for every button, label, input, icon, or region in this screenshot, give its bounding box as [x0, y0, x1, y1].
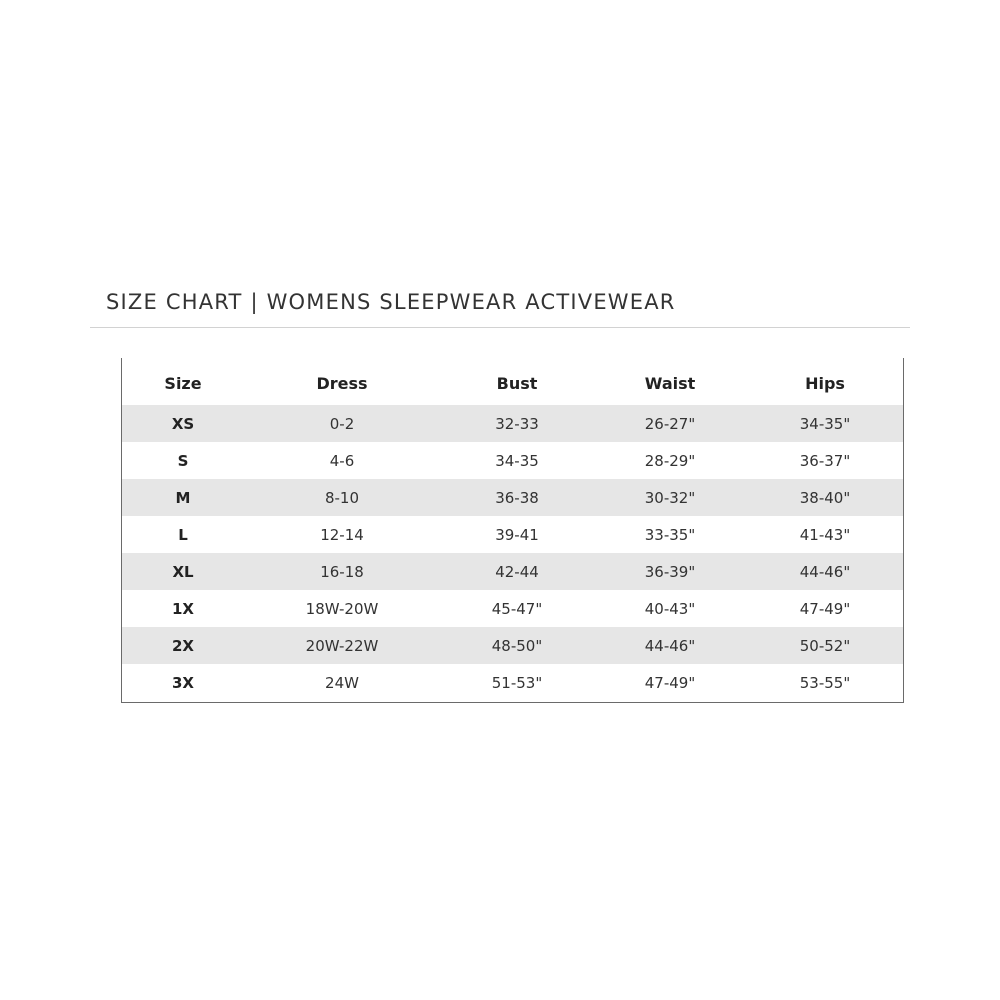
header-bust: Bust	[496, 374, 538, 393]
bust-cell: 51-53"	[491, 673, 543, 692]
page-title: SIZE CHART | WOMENS SLEEPWEAR ACTIVEWEAR	[106, 290, 676, 314]
table-row	[122, 553, 903, 590]
hips-cell: 44-46"	[799, 562, 851, 581]
bust-cell: 32-33	[495, 414, 539, 433]
hips-cell: 53-55"	[799, 673, 851, 692]
dress-cell: 18W-20W	[305, 599, 379, 618]
bust-cell: 36-38	[495, 488, 539, 507]
bust-cell: 45-47"	[491, 599, 543, 618]
size-chart-table	[121, 358, 904, 703]
table-row	[122, 590, 903, 627]
dress-cell: 20W-22W	[305, 636, 379, 655]
dress-cell: 0-2	[329, 414, 355, 433]
waist-cell: 26-27"	[644, 414, 696, 433]
dress-cell: 12-14	[320, 525, 364, 544]
size-cell: 1X	[171, 599, 195, 618]
hips-cell: 36-37"	[799, 451, 851, 470]
hips-cell: 50-52"	[799, 636, 851, 655]
size-cell: XS	[171, 414, 195, 433]
waist-cell: 47-49"	[644, 673, 696, 692]
size-cell: 2X	[171, 636, 195, 655]
title-divider	[90, 327, 910, 328]
size-cell: 3X	[171, 673, 195, 692]
table-row	[122, 442, 903, 479]
size-cell: S	[177, 451, 189, 470]
dress-cell: 24W	[325, 673, 359, 692]
hips-cell: 34-35"	[799, 414, 851, 433]
table-row	[122, 627, 903, 664]
waist-cell: 40-43"	[644, 599, 696, 618]
header-dress: Dress	[316, 374, 368, 393]
header-hips: Hips	[805, 374, 845, 393]
table-row	[122, 405, 903, 442]
table-header-row	[122, 363, 903, 404]
dress-cell: 4-6	[329, 451, 355, 470]
waist-cell: 44-46"	[644, 636, 696, 655]
bust-cell: 34-35	[495, 451, 539, 470]
size-cell: XL	[172, 562, 194, 581]
size-cell: L	[178, 525, 188, 544]
hips-cell: 38-40"	[799, 488, 851, 507]
bust-cell: 42-44	[495, 562, 539, 581]
dress-cell: 8-10	[324, 488, 360, 507]
header-size: Size	[164, 374, 202, 393]
header-waist: Waist	[644, 374, 696, 393]
bust-cell: 48-50"	[491, 636, 543, 655]
waist-cell: 33-35"	[644, 525, 696, 544]
size-cell: M	[175, 488, 191, 507]
waist-cell: 30-32"	[644, 488, 696, 507]
hips-cell: 47-49"	[799, 599, 851, 618]
bust-cell: 39-41	[495, 525, 539, 544]
dress-cell: 16-18	[320, 562, 364, 581]
waist-cell: 36-39"	[644, 562, 696, 581]
table-row	[122, 664, 903, 701]
table-row	[122, 516, 903, 553]
table-row	[122, 479, 903, 516]
hips-cell: 41-43"	[799, 525, 851, 544]
waist-cell: 28-29"	[644, 451, 696, 470]
